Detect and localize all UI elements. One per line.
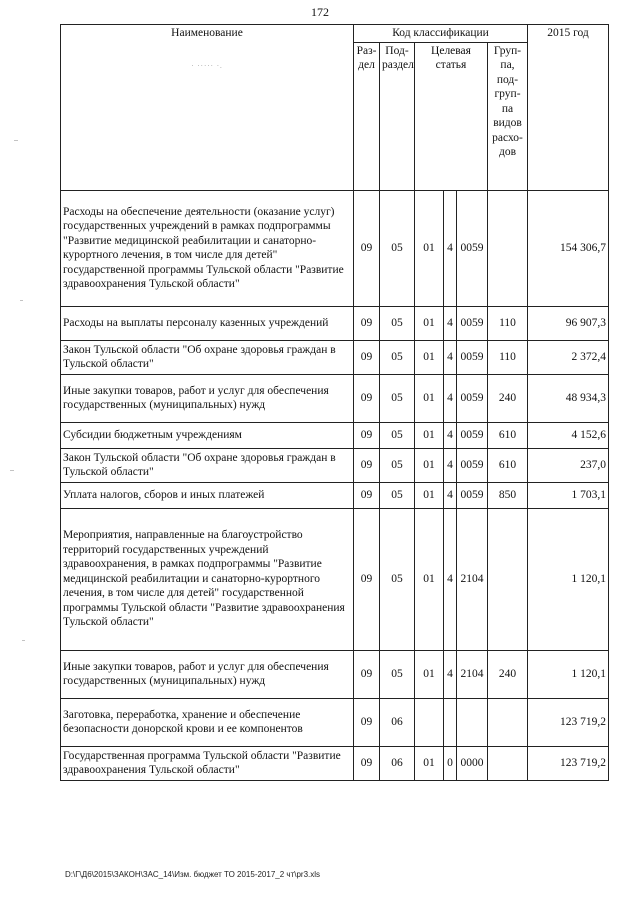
row-name: Мероприятия, направленные на благоустройство территорий государственных учреждений здравоохранения, в рамках подпрограммы "Развитие медицинской реабилитации и санаторно-курортного лечения, в том числе для детей" государственной программы Тульской области "Развитие здравоохранения Тульской области": [61, 508, 354, 650]
row-target-subprogram: 0: [444, 746, 457, 780]
row-razdel: 09: [354, 374, 380, 422]
col-header-classification: Код классификации: [354, 25, 528, 43]
row-target-program: 01: [415, 746, 444, 780]
header-row: [61, 25, 609, 43]
row-podrazdel: 06: [380, 698, 415, 746]
row-amount: 154 306,7: [528, 190, 609, 306]
row-target-subprogram: 4: [444, 306, 457, 340]
table-row: [61, 746, 609, 780]
budget-table: [60, 24, 609, 781]
table-row: [61, 698, 609, 746]
row-target-direction: 0059: [457, 448, 488, 482]
row-amount: 123 719,2: [528, 698, 609, 746]
row-target-program: [415, 698, 444, 746]
row-target-program: 01: [415, 508, 444, 650]
row-podrazdel: 05: [380, 190, 415, 306]
row-amount: 4 152,6: [528, 422, 609, 448]
row-name: Закон Тульской области "Об охране здоровья граждан в Тульской области": [61, 340, 354, 374]
row-name: Расходы на выплаты персоналу казенных учреждений: [61, 306, 354, 340]
row-expense-group: [488, 698, 528, 746]
row-expense-group: 240: [488, 374, 528, 422]
row-podrazdel: 05: [380, 374, 415, 422]
col-header-year: 2015 год: [528, 25, 609, 191]
row-expense-group: 850: [488, 482, 528, 508]
row-name: Расходы на обеспечение деятельности (оказание услуг) государственных учреждений в рамках подпрограммы "Развитие медицинской реабилитации и санаторно-курортного лечения, в том числе для детей" государственной программы Тульской области "Развитие здравоохранения Тульской области": [61, 190, 354, 306]
row-target-direction: 0059: [457, 422, 488, 448]
row-podrazdel: 05: [380, 650, 415, 698]
col-header-razdel: Раз-дел: [354, 42, 380, 190]
row-podrazdel: 05: [380, 482, 415, 508]
table-row: [61, 482, 609, 508]
row-name: Иные закупки товаров, работ и услуг для обеспечения государственных (муниципальных) нужд: [61, 374, 354, 422]
row-razdel: 09: [354, 650, 380, 698]
row-amount: 96 907,3: [528, 306, 609, 340]
scan-mark: [10, 470, 14, 471]
row-target-direction: [457, 698, 488, 746]
row-target-direction: 2104: [457, 650, 488, 698]
row-razdel: 09: [354, 190, 380, 306]
table-row: [61, 508, 609, 650]
row-razdel: 09: [354, 422, 380, 448]
row-podrazdel: 05: [380, 448, 415, 482]
scan-mark: [22, 640, 25, 641]
file-path-footer: D:\Г\Д6\2015\ЗАКОН\ЗАС_14\Изм. бюджет ТО 2015-2017_2 чт\pr3.xls: [65, 870, 321, 879]
row-target-subprogram: 4: [444, 448, 457, 482]
row-podrazdel: 05: [380, 508, 415, 650]
row-name: Уплата налогов, сборов и иных платежей: [61, 482, 354, 508]
row-target-program: 01: [415, 374, 444, 422]
row-amount: 1 120,1: [528, 508, 609, 650]
row-amount: 1 703,1: [528, 482, 609, 508]
row-amount: 2 372,4: [528, 340, 609, 374]
row-target-subprogram: 4: [444, 340, 457, 374]
row-expense-group: [488, 746, 528, 780]
row-name: Субсидии бюджетным учреждениям: [61, 422, 354, 448]
scan-mark: [20, 300, 23, 301]
row-target-direction: 0000: [457, 746, 488, 780]
scan-mark: [14, 140, 18, 141]
table-row: [61, 374, 609, 422]
row-razdel: 09: [354, 306, 380, 340]
row-target-program: 01: [415, 340, 444, 374]
row-razdel: 09: [354, 698, 380, 746]
row-target-subprogram: 4: [444, 482, 457, 508]
row-amount: 237,0: [528, 448, 609, 482]
row-expense-group: 240: [488, 650, 528, 698]
row-target-subprogram: 4: [444, 190, 457, 306]
col-header-group: Груп-па, под-груп-па видов расхо-дов: [488, 42, 528, 190]
row-amount: 1 120,1: [528, 650, 609, 698]
row-expense-group: [488, 508, 528, 650]
row-target-direction: 0059: [457, 482, 488, 508]
table-row: [61, 190, 609, 306]
row-amount: 123 719,2: [528, 746, 609, 780]
table-row: [61, 340, 609, 374]
row-target-subprogram: [444, 698, 457, 746]
row-target-direction: 0059: [457, 340, 488, 374]
row-name: Заготовка, переработка, хранение и обеспечение безопасности донорской крови и ее компонентов: [61, 698, 354, 746]
row-amount: 48 934,3: [528, 374, 609, 422]
col-header-name-label: Наименование: [171, 27, 243, 39]
row-expense-group: 610: [488, 422, 528, 448]
row-target-direction: 0059: [457, 374, 488, 422]
row-target-subprogram: 4: [444, 508, 457, 650]
row-name: Государственная программа Тульской области "Развитие здравоохранения Тульской области": [61, 746, 354, 780]
row-expense-group: 110: [488, 306, 528, 340]
table-row: [61, 650, 609, 698]
row-razdel: 09: [354, 746, 380, 780]
col-header-podrazdel: Под-раздел: [380, 42, 415, 190]
row-razdel: 09: [354, 448, 380, 482]
row-name: Закон Тульской области "Об охране здоровья граждан в Тульской области": [61, 448, 354, 482]
row-target-program: 01: [415, 422, 444, 448]
table-row: [61, 422, 609, 448]
row-target-direction: 2104: [457, 508, 488, 650]
page-number: 172: [311, 5, 329, 19]
row-razdel: 09: [354, 340, 380, 374]
row-expense-group: [488, 190, 528, 306]
row-podrazdel: 05: [380, 306, 415, 340]
row-target-program: 01: [415, 190, 444, 306]
row-podrazdel: 05: [380, 422, 415, 448]
row-expense-group: 610: [488, 448, 528, 482]
table-row: [61, 448, 609, 482]
row-target-program: 01: [415, 650, 444, 698]
row-name: Иные закупки товаров, работ и услуг для обеспечения государственных (муниципальных) нужд: [61, 650, 354, 698]
row-razdel: 09: [354, 482, 380, 508]
row-expense-group: 110: [488, 340, 528, 374]
row-target-program: 01: [415, 482, 444, 508]
row-razdel: 09: [354, 508, 380, 650]
table-row: [61, 306, 609, 340]
row-target-direction: 0059: [457, 190, 488, 306]
row-target-program: 01: [415, 306, 444, 340]
row-target-subprogram: 4: [444, 650, 457, 698]
row-target-subprogram: 4: [444, 422, 457, 448]
row-podrazdel: 06: [380, 746, 415, 780]
row-podrazdel: 05: [380, 340, 415, 374]
scan-dots: · ····· ·.: [191, 61, 223, 70]
col-header-target: Целевая статья: [415, 42, 488, 190]
row-target-subprogram: 4: [444, 374, 457, 422]
row-target-program: 01: [415, 448, 444, 482]
row-target-direction: 0059: [457, 306, 488, 340]
col-header-name: [61, 25, 354, 191]
